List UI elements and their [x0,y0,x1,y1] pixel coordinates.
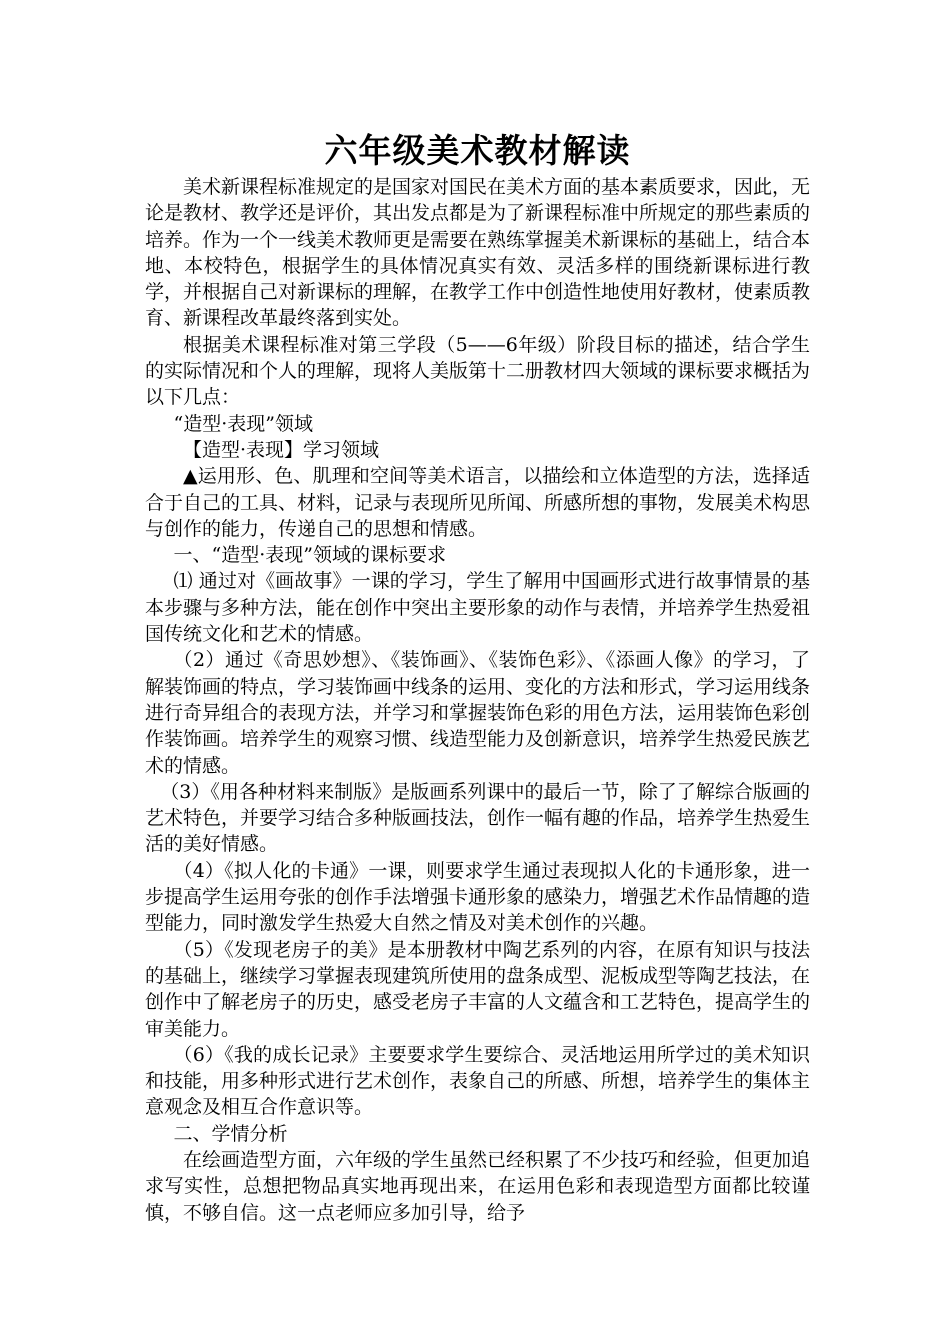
paragraph-domain-goal: ▲运用形、色、肌理和空间等美术语言，以描绘和立体造型的方法，选择适合于自己的工具、材料，记录与表现所见所闻、所感所想的事物，发展美术构思与创作的能力，传递自己的思想和情感。 [145,465,811,540]
section-heading-2: 二、学情分析 [173,1122,288,1145]
section-heading-1: 一、“造型·表现”领域的课标要求 [173,544,446,567]
list-item-1: ⑴ 通过对《画故事》一课的学习，学生了解用中国画形式进行故事情景的基本步骤与多种方法，能在创作中突出主要形象的动作与表情，并培养学生热爱祖国传统文化和艺术的情感。 [145,570,811,646]
paragraph-intro: 美术新课程标准规定的是国家对国民在美术方面的基本素质要求，因此，无论是教材、教学还是评价，其出发点都是为了新课程标准中所规定的那些素质的培养。作为一个一线美术教师更是需要在熟练掌握美术新课标的基础上，结合本地、本校特色，根据学生的具体情况真实有效、灵活多样的围绕新课标进行教学，并根据自己对新课标的理解，在教学工作中创造性地使用好教材，使素质教育、新课程改革最终落到实处。 [145,176,811,330]
document-title: 六年级美术教材解读 [324,131,631,170]
list-item-6: （6）《我的成长记录》主要要求学生要综合、灵活地运用所学过的美术知识和技能，用多种形式进行艺术创作，表象自己的所感、所想，培养学生的集体主意观念及相互合作意识等。 [145,1043,811,1119]
list-item-5: （5）《发现老房子的美》是本册教材中陶艺系列的内容，在原有知识与技法的基础上，继续学习掌握表现建筑所使用的盘条成型、泥板成型等陶艺技法，在创作中了解老房子的历史，感受老房子丰富的人文蕴含和工艺特色，提高学生的审美能力。 [145,938,811,1040]
paragraph-standards: 根据美术课程标准对第三学段（5——6年级）阶段目标的描述，结合学生的实际情况和个人的理解，现将人美版第十二册教材四大领域的课标要求概括为以下几点： [145,333,811,409]
list-item-3: （3）《用各种材料来制版》是版画系列课中的最后一节，除了了解综合版画的艺术特色，并要学习结合多种版画技法，创作一幅有趣的作品，培养学生热爱生活的美好情感。 [145,780,811,856]
paragraph-student-analysis: 在绘画造型方面，六年级的学生虽然已经积累了不少技巧和经验，但更加追求写实性，总想把物品真实地再现出来，在运用色彩和表现造型方面都比较谨慎，不够自信。这一点老师应多加引导，给予 [145,1148,811,1224]
list-item-4: （4）《拟人化的卡通》一课，则要求学生通过表现拟人化的卡通形象，进一步提高学生运用夸张的创作手法增强卡通形象的感染力，增强艺术作品情趣的造型能力，同时激发学生热爱大自然之情及对美术创作的兴趣。 [145,859,811,935]
list-item-2: （2）通过《奇思妙想》、《装饰画》、《装饰色彩》、《添画人像》的学习，了解装饰画的特点，学习装饰画中线条的运用、变化的方法和形式，学习运用线条进行奇异组合的表现方法，并学习和掌握装饰色彩的用色方法，运用装饰色彩创作装饰画。培养学生的观察习惯、线造型能力及创新意识，培养学生热爱民族艺术的情感。 [145,649,811,777]
heading-domain: “造型·表现”领域 [173,412,313,435]
document-page [145,128,810,1226]
heading-learning-domain: 【造型·表现】学习领域 [183,438,380,461]
